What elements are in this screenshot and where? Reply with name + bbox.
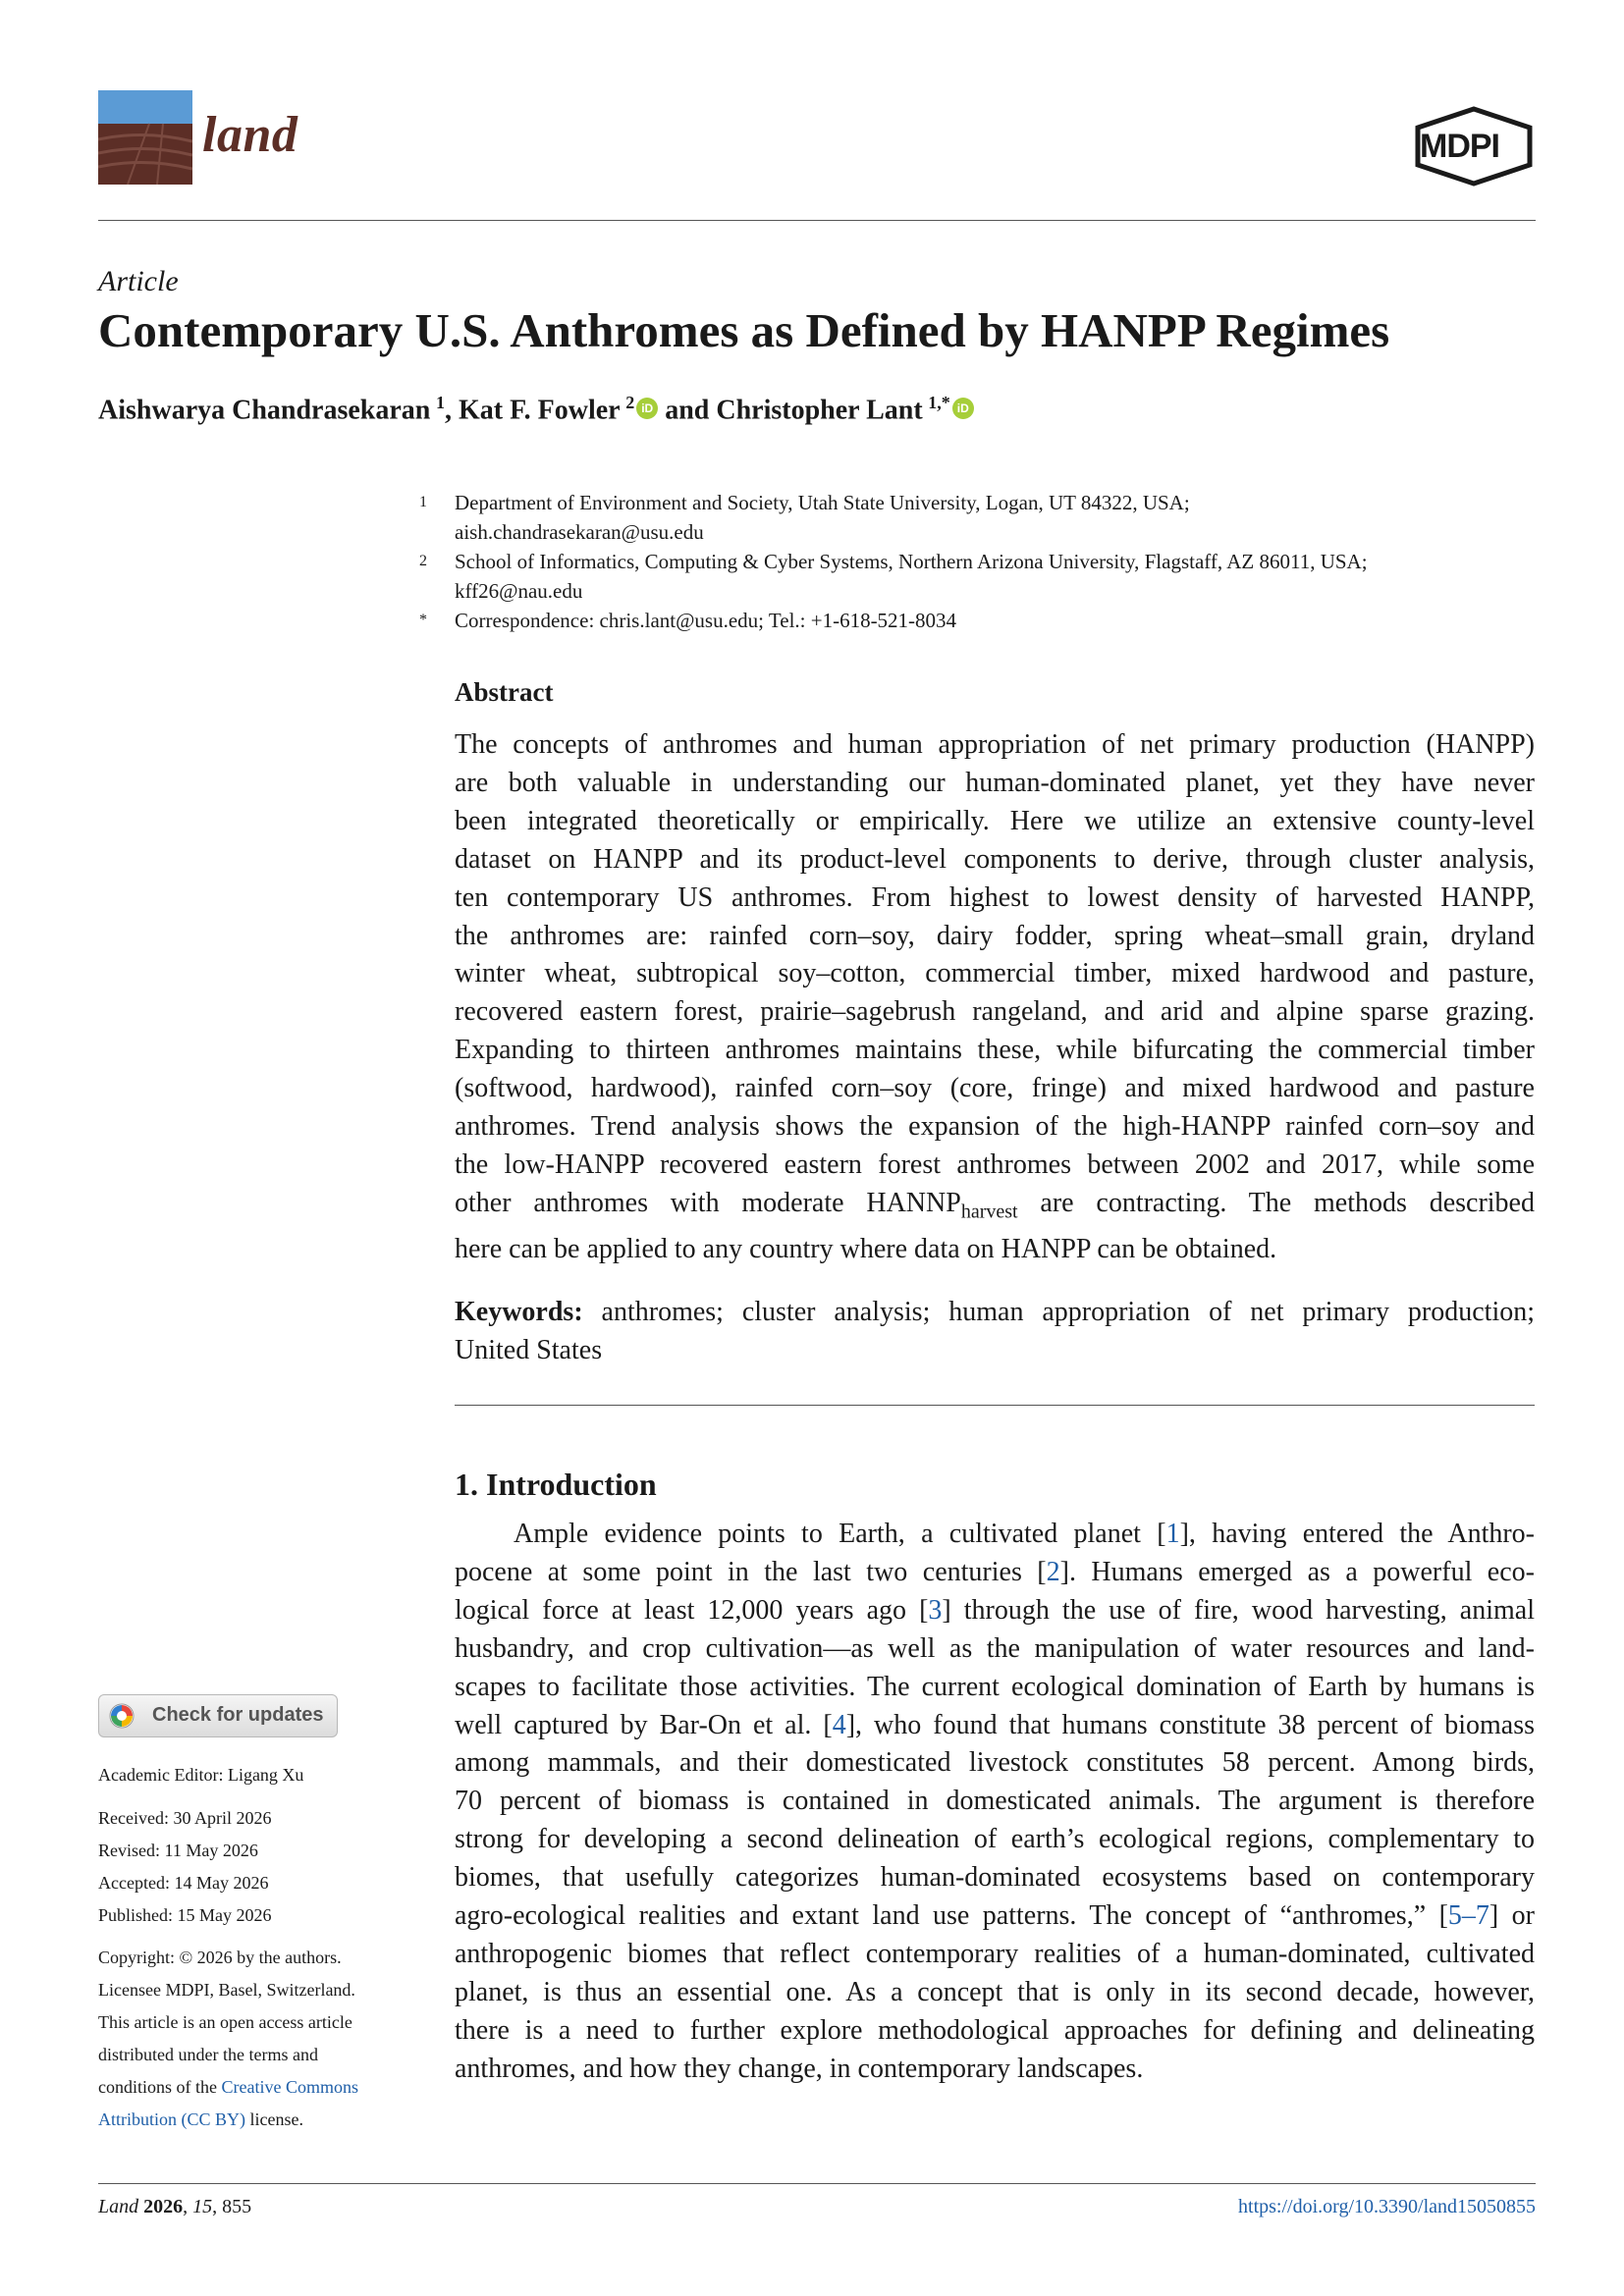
correspondence-line: Correspondence: chris.lant@usu.edu; Tel.: +1-618-521-8034: [455, 609, 957, 632]
body-line: [455, 1516, 1535, 1554]
published-date: Published: 15 May 2026: [98, 1905, 272, 1925]
body-line: anthropogenic biomes that reflect contemporary realities of a human-dominated, cultivated: [455, 1938, 1535, 1969]
abstract-line: here can be applied to any country where data on HANPP can be obtained.: [455, 1234, 1277, 1265]
orcid-icon[interactable]: iD: [636, 398, 658, 419]
author-affiliation-mark: 2: [625, 393, 635, 412]
body-line: [455, 1592, 1535, 1630]
body-line: scapes to facilitate those activities. The current ecological domination of Earth by humans is: [455, 1671, 1535, 1702]
doi-link[interactable]: https://doi.org/10.3390/land15050855: [1238, 2196, 1536, 2217]
keywords-line: United States: [455, 1334, 603, 1365]
body-line: anthromes, and how they change, in contemporary landscapes.: [455, 2053, 1144, 2084]
affiliation-mark: *: [419, 612, 427, 628]
text-run: license.: [245, 2109, 303, 2129]
creative-commons-link[interactable]: Creative Commons: [221, 2077, 358, 2097]
abstract-line: [455, 1185, 1535, 1232]
text-run: ], having entered the Anthro-: [1179, 1519, 1535, 1549]
body-line: [455, 1707, 1535, 1745]
citation-link[interactable]: 2: [1046, 1556, 1060, 1587]
abstract-line: the anthromes are: rainfed corn–soy, dairy fodder, spring wheat–small grain, dryland: [455, 920, 1535, 951]
footer-volume: 15: [192, 2196, 213, 2217]
text-run: logical force at least 12,000 years ago [: [455, 1594, 929, 1626]
footer-year: 2026: [143, 2196, 184, 2217]
abstract-line: ten contemporary US anthromes. From highest to lowest density of harvested HANPP,: [455, 881, 1535, 913]
correspondence: [419, 606, 1544, 635]
affiliation-mark: 2: [419, 553, 427, 569]
author-separator: ,: [445, 395, 459, 426]
author-affiliation-mark: 1: [436, 393, 445, 412]
revised-date: Revised: 11 May 2026: [98, 1841, 258, 1860]
citation-link[interactable]: 5–7: [1447, 1900, 1489, 1932]
affiliation-mark: 1: [419, 494, 427, 510]
text-run: ] or: [1489, 1900, 1536, 1932]
abstract-line: the low-HANPP recovered eastern forest anthromes between 2002 and 2017, while some: [455, 1148, 1535, 1180]
abstract-line: dataset on HANPP and its product-level components to derive, through cluster analysis,: [455, 843, 1535, 875]
abstract-line: are both valuable in understanding our human-dominated planet, yet they have never: [455, 767, 1535, 798]
affiliation-2: [419, 547, 1544, 606]
check-for-updates-label: Check for updates: [152, 1704, 324, 1726]
section-heading-introduction: 1. Introduction: [455, 1467, 657, 1502]
land-journal-logo: [98, 90, 192, 185]
abstract-line: Expanding to thirteen anthromes maintains these, while bifurcating the commercial timber: [455, 1035, 1535, 1066]
copyright-line: This article is an open access article: [98, 2012, 352, 2032]
abstract-line: recovered eastern forest, prairie–sagebrush rangeland, and arid and alpine sparse grazing.: [455, 996, 1535, 1028]
header-divider: [98, 220, 1536, 221]
abstract-text: [455, 726, 1535, 1269]
abstract-line: been integrated theoretically or empirically. Here we utilize an extensive county-level: [455, 805, 1535, 836]
keywords-text: anthromes; cluster analysis; human appropriation of net primary production;: [582, 1297, 1535, 1327]
affiliation-line: School of Informatics, Computing & Cyber Systems, Northern Arizona University, Flagstaff, AZ 86011, USA;: [455, 550, 1368, 573]
article-type: Article: [98, 265, 179, 297]
mdpi-logo-text: MDPI: [1420, 128, 1499, 165]
abstract-line: winter wheat, subtropical soy–cotton, commercial timber, mixed hardwood and pasture,: [455, 958, 1535, 989]
introduction-text: [455, 1516, 1535, 2089]
text-run: ] through the use of fire, wood harvesting, animal: [942, 1594, 1536, 1626]
citation-link[interactable]: 4: [832, 1709, 846, 1740]
check-for-updates-button[interactable]: [98, 1694, 338, 1737]
body-line: [455, 1554, 1535, 1592]
journal-name: land: [202, 107, 298, 163]
text-run: Ample evidence points to Earth, a cultivated planet [: [514, 1519, 1166, 1549]
text-run: conditions of the: [98, 2077, 222, 2097]
affiliation-email: kff26@nau.edu: [455, 579, 583, 603]
copyright-line: [98, 2071, 422, 2104]
body-line: strong for developing a second delineation of earth’s ecological regions, complementary to: [455, 1824, 1535, 1855]
body-line: biomes, that usefully categorizes human-dominated ecosystems based on contemporary: [455, 1862, 1535, 1894]
citation-link[interactable]: 3: [928, 1594, 943, 1626]
author-name: Christopher Lant: [716, 395, 923, 426]
article-title: Contemporary U.S. Anthromes as Defined by HANPP Regimes: [98, 303, 1390, 357]
copyright-line: Copyright: © 2026 by the authors.: [98, 1948, 342, 1967]
text-run: ]. Humans emerged as a powerful eco-: [1059, 1556, 1535, 1587]
text-run: pocene at some point in the last two centuries [: [455, 1556, 1047, 1587]
subscript-harvest: harvest: [960, 1201, 1018, 1223]
keywords: [455, 1294, 1535, 1370]
abstract-line: (softwood, hardwood), rainfed corn–soy (core, fringe) and mixed hardwood and pasture: [455, 1073, 1535, 1104]
body-line: there is a need to further explore methodological approaches for defining and delineating: [455, 2014, 1535, 2046]
copyright-line: distributed under the terms and: [98, 2045, 318, 2064]
abstract-divider: [455, 1405, 1535, 1406]
abstract-line: anthromes. Trend analysis shows the expansion of the high-HANPP rainfed corn–soy and: [455, 1111, 1535, 1143]
author-separator: and: [658, 395, 717, 426]
cc-by-link[interactable]: Attribution (CC BY): [98, 2109, 246, 2129]
citation-footer: Land 2026, 15, 855: [98, 2196, 252, 2217]
received-date: Received: 30 April 2026: [98, 1808, 272, 1828]
body-line: planet, is thus an essential one. As a concept that is only in its second decade, however,: [455, 1976, 1535, 2007]
affiliation-line: Department of Environment and Society, Utah State University, Logan, UT 84322, USA;: [455, 491, 1190, 514]
abstract-line: The concepts of anthromes and human appropriation of net primary production (HANPP): [455, 729, 1535, 760]
copyright-line: [98, 2104, 422, 2136]
check-for-updates-icon: [109, 1703, 135, 1729]
footer-article-number: , 855: [212, 2196, 252, 2217]
footer-divider: [98, 2183, 1536, 2184]
affiliation-email: aish.chandrasekaran@usu.edu: [455, 520, 704, 544]
mdpi-logo: [1412, 106, 1536, 187]
author-list: [98, 393, 974, 426]
abstract-heading: Abstract: [455, 677, 554, 707]
orcid-icon[interactable]: iD: [952, 398, 974, 419]
body-line: among mammals, and their domesticated livestock constitutes 58 percent. Among birds,: [455, 1747, 1535, 1779]
text-run: agro-ecological realities and extant land use patterns. The concept of “anthromes,” [: [455, 1900, 1448, 1932]
accepted-date: Accepted: 14 May 2026: [98, 1873, 269, 1893]
keywords-line: [455, 1294, 1535, 1332]
author-name: Aishwarya Chandrasekaran: [98, 395, 431, 426]
author-name: Kat F. Fowler: [459, 395, 621, 426]
body-line: [455, 1897, 1535, 1936]
author-affiliation-mark: 1,*: [928, 393, 950, 412]
body-line: husbandry, and crop cultivation—as well as the manipulation of water resources and land-: [455, 1632, 1535, 1664]
body-line: 70 percent of biomass is contained in domesticated animals. The argument is therefore: [455, 1786, 1535, 1817]
text-run: well captured by Bar-On et al. [: [455, 1709, 833, 1740]
abstract-text-run: are contracting. The methods described: [1017, 1187, 1535, 1218]
keywords-label: Keywords:: [455, 1297, 583, 1327]
copyright-notice: [98, 1942, 422, 2136]
citation-link[interactable]: 1: [1165, 1519, 1180, 1549]
abstract-text-run: other anthromes with moderate HANNP: [455, 1187, 961, 1218]
copyright-line: Licensee MDPI, Basel, Switzerland.: [98, 1980, 355, 2000]
affiliation-1: [419, 488, 1544, 547]
footer-journal: Land: [98, 2196, 139, 2217]
text-run: ], who found that humans constitute 38 percent of biomass: [845, 1709, 1535, 1740]
academic-editor: Academic Editor: Ligang Xu: [98, 1765, 304, 1785]
